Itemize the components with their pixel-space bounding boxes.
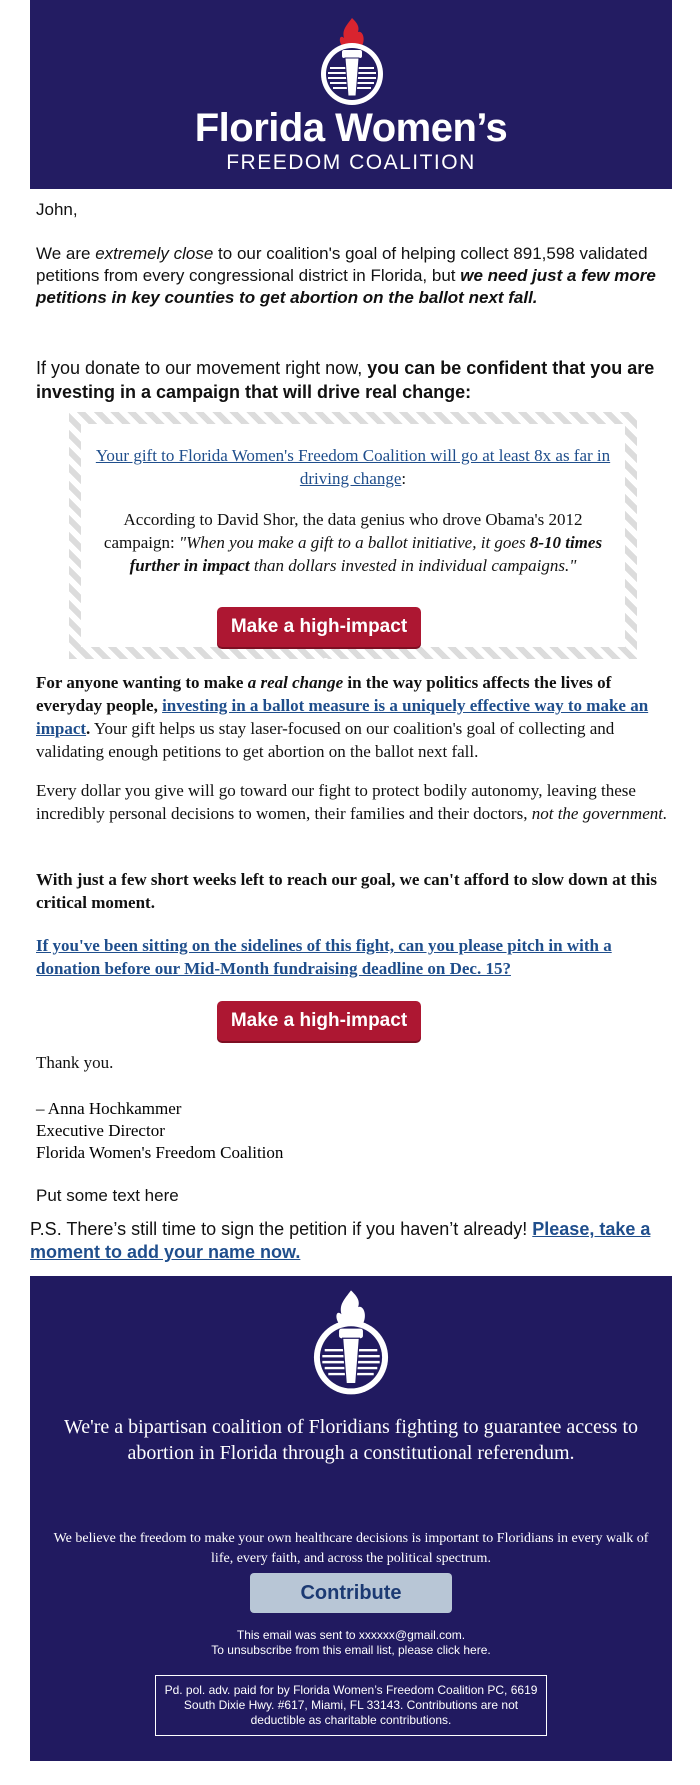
ballot-measure-link[interactable]: investing in a ballot measure is a uniquely effective way to make an impact [36,696,649,738]
sent-to-text: This email was sent to xxxxxx@gmail.com. [236,1628,466,1642]
email-header [30,0,672,189]
paid-disclaimer: Pd. pol. adv. paid for by Florida Women’s Freedom Coalition PC, 6619 South Dixie Hwy. #617, Miami, FL 33143. Contributions are not deductible as charitable contributions. [155,1675,547,1736]
sidelines-donate-link[interactable]: If you've been sitting on the sidelines of this fight, can you please pitch in with a donation before our Mid-Month fundraising deadline on Dec. 15? [36,936,612,978]
placeholder-text: Put some text here [36,1186,179,1205]
urgency-paragraph: With just a few short weeks left to reach our goal, we can't afford to slow down at this critical moment. [36,870,657,912]
signature-role: Executive Director [36,1121,165,1140]
unsubscribe-link[interactable]: To unsubscribe from this email list, please click here. [211,1643,491,1657]
sidelines-paragraph [36,934,672,980]
email-notice [30,1628,672,1658]
torch-logo-icon [310,1288,392,1398]
intro-paragraph: We are extremely close to our coalition's goal of helping collect 891,598 validated petitions from every congressional district in Florida, but we need just a few more petitions in key counties to get abortion on the ballot next fall. [36,244,656,307]
brand-title: Florida Women’s [194,106,508,150]
high-impact-gift-button-2[interactable]: Make a high-impact gift [217,1001,421,1041]
mission-statement: We're a bipartisan coalition of Floridians fighting to guarantee access to abortion in Florida through a constitutional referendum. [63,1416,639,1464]
contribute-button[interactable]: Contribute [250,1573,452,1613]
high-impact-gift-button[interactable]: Make a high-impact gift [217,607,421,647]
brand-subtitle: FREEDOM COALITION [226,151,476,174]
autonomy-paragraph: Every dollar you give will go toward our fight to protect bodily autonomy, leaving these incredibly personal decisions to women, their families and their doctors, not the government. [36,781,668,823]
thank-you: Thank you. [36,1053,114,1072]
signature [36,1098,283,1164]
email-footer [30,1276,672,1761]
torch-logo-icon [318,16,386,108]
sign-petition-link[interactable]: Please, take a moment to add your name now. [30,1219,651,1262]
donate-paragraph: If you donate to our movement right now, you can be confident that you are investing in a campaign that will drive real change: [36,358,655,402]
signature-name: – Anna Hochkammer [36,1099,182,1118]
signature-org: Florida Women's Freedom Coalition [36,1143,284,1162]
belief-statement: We believe the freedom to make your own healthcare decisions is important to Floridians in every walk of life, every faith, and across the political spectrum. [53,1531,649,1566]
postscript: P.S. There’s still time to sign the petition if you haven’t already! Please, take a moment to add your name now. [30,1219,651,1262]
impact-paragraph: For anyone wanting to make a real change in the way politics affects the lives of everyday people, investing in a ballot measure is a uniquely effective way to make an impact. Your gift helps us stay laser-focused on our coalition's goal of collecting and validating enough petitions to get abortion on the ballot next fall. [36,673,649,761]
greeting: John, [36,200,78,219]
callout-heading: Your gift to Florida Women's Freedom Coalition will go at least 8x as far in driving change: [95,446,611,488]
callout-link[interactable]: Your gift to Florida Women's Freedom Coalition will go at least 8x as far in driving change [95,446,611,488]
email-body [30,0,672,1727]
callout-quote: According to David Shor, the data genius who drove Obama's 2012 campaign: "When you make a gift to a ballot initiative, it goes 8-10 times further in impact than dollars invested in individual campaigns." [103,510,603,575]
